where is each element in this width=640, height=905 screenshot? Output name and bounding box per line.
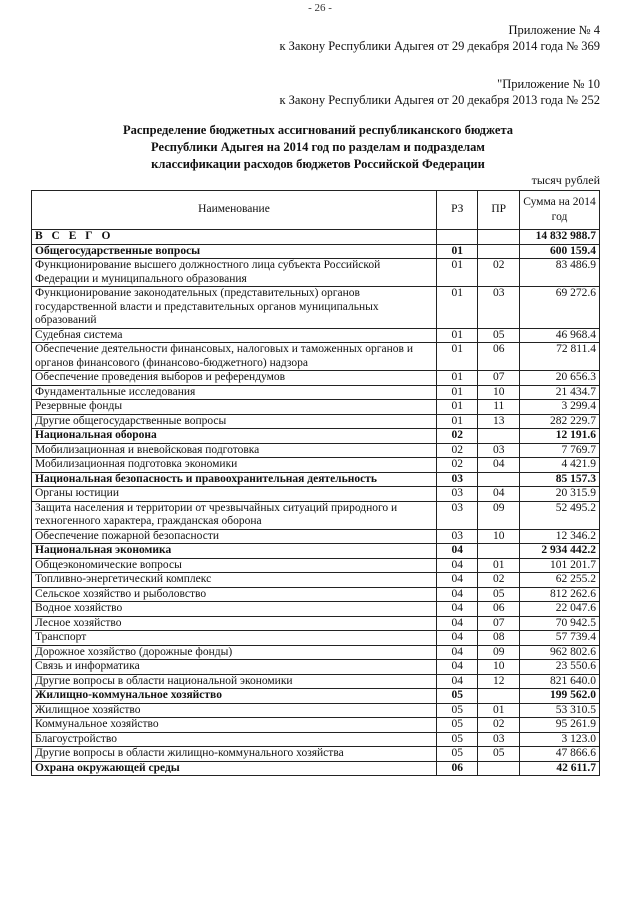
row-pr-cell: 06 [478,602,520,617]
table-row [32,587,600,602]
header-sum: Сумма на 2014 год [519,191,599,230]
row-rz-cell [436,230,478,245]
row-sum-cell: 101 201.7 [519,558,599,573]
row-name-cell: Другие общегосударственные вопросы [32,414,437,429]
row-name-cell: Национальная безопасность и правоохранительная деятельность [32,472,437,487]
table-row [32,458,600,473]
row-sum-cell: 3 123.0 [519,732,599,747]
row-sum-cell: 62 255.2 [519,573,599,588]
row-sum-cell: 7 769.7 [519,443,599,458]
row-sum-cell: 3 299.4 [519,400,599,415]
row-pr-cell: 01 [478,703,520,718]
table-row [32,429,600,444]
row-rz-cell: 04 [436,631,478,646]
row-rz-cell: 01 [436,400,478,415]
table-row [32,645,600,660]
table-row [32,287,600,329]
row-name-cell: Благоустройство [32,732,437,747]
table-row [32,602,600,617]
table-row [32,501,600,529]
header-name: Наименование [32,191,437,230]
table-row [32,472,600,487]
budget-table [31,190,600,776]
row-rz-cell: 04 [436,544,478,559]
row-pr-cell: 03 [478,443,520,458]
row-pr-cell [478,689,520,704]
row-sum-cell: 72 811.4 [519,343,599,371]
row-rz-cell: 04 [436,645,478,660]
table-row [32,244,600,259]
row-pr-cell: 10 [478,529,520,544]
row-sum-cell: 2 934 442.2 [519,544,599,559]
row-rz-cell: 03 [436,529,478,544]
annex-current-title: Приложение № 4 [508,23,600,37]
table-row [32,371,600,386]
row-pr-cell [478,429,520,444]
row-name-cell: Водное хозяйство [32,602,437,617]
row-pr-cell [478,544,520,559]
row-name-cell: Органы юстиции [32,487,437,502]
table-row [32,761,600,776]
row-pr-cell: 10 [478,385,520,400]
row-sum-cell: 600 159.4 [519,244,599,259]
row-pr-cell: 02 [478,259,520,287]
annex-current [279,22,600,54]
table-body [32,230,600,776]
table-row [32,385,600,400]
header-rz: РЗ [436,191,478,230]
row-pr-cell: 07 [478,616,520,631]
row-name-cell: Коммунальное хозяйство [32,718,437,733]
row-pr-cell: 11 [478,400,520,415]
row-rz-cell: 04 [436,616,478,631]
row-rz-cell: 04 [436,587,478,602]
annex-current-law: к Закону Республики Адыгея от 29 декабря 2014 года № 369 [279,39,600,53]
row-sum-cell: 47 866.6 [519,747,599,762]
row-sum-cell: 23 550.6 [519,660,599,675]
table-row [32,328,600,343]
row-pr-cell: 02 [478,718,520,733]
annex-original-law: к Закону Республики Адыгея от 20 декабря 2013 года № 252 [279,93,600,107]
row-sum-cell: 85 157.3 [519,472,599,487]
row-name-cell: Мобилизационная и вневойсковая подготовка [32,443,437,458]
row-rz-cell: 01 [436,287,478,329]
row-name-cell: Мобилизационная подготовка экономики [32,458,437,473]
row-sum-cell: 282 229.7 [519,414,599,429]
row-rz-cell: 03 [436,501,478,529]
row-name-cell: Обеспечение проведения выборов и референдумов [32,371,437,386]
row-rz-cell: 02 [436,429,478,444]
row-sum-cell: 52 495.2 [519,501,599,529]
row-name-cell: Общегосударственные вопросы [32,244,437,259]
row-rz-cell: 04 [436,660,478,675]
row-rz-cell: 05 [436,703,478,718]
row-sum-cell: 20 656.3 [519,371,599,386]
row-rz-cell: 03 [436,472,478,487]
title-line-1: Распределение бюджетных ассигнований республиканского бюджета [123,123,513,137]
row-name-cell: Защита населения и территории от чрезвычайных ситуаций природного и техногенного характера, гражданская оборона [32,501,437,529]
row-name-cell: Жилищно-коммунальное хозяйство [32,689,437,704]
row-pr-cell: 07 [478,371,520,386]
row-rz-cell: 01 [436,371,478,386]
row-pr-cell: 13 [478,414,520,429]
table-row [32,689,600,704]
row-name-cell: Фундаментальные исследования [32,385,437,400]
row-name-cell: Судебная система [32,328,437,343]
row-rz-cell: 01 [436,414,478,429]
row-rz-cell: 03 [436,487,478,502]
row-name-cell: Сельское хозяйство и рыболовство [32,587,437,602]
row-sum-cell: 12 191.6 [519,429,599,444]
table-row [32,660,600,675]
row-name-cell: Другие вопросы в области национальной экономики [32,674,437,689]
row-rz-cell: 04 [436,573,478,588]
row-sum-cell: 14 832 988.7 [519,230,599,245]
row-pr-cell: 02 [478,573,520,588]
annex-original-title: "Приложение № 10 [497,77,600,91]
header-pr: ПР [478,191,520,230]
title-line-3: классификации расходов бюджетов Российской Федерации [151,157,485,171]
row-name-cell: Национальная оборона [32,429,437,444]
table-row [32,703,600,718]
row-pr-cell: 10 [478,660,520,675]
row-sum-cell: 812 262.6 [519,587,599,602]
page-number: - 26 - [308,2,332,14]
row-name-cell: Лесное хозяйство [32,616,437,631]
row-pr-cell: 03 [478,732,520,747]
table-row [32,400,600,415]
row-pr-cell: 12 [478,674,520,689]
table-row [32,718,600,733]
row-pr-cell: 08 [478,631,520,646]
table-row [32,616,600,631]
row-rz-cell: 05 [436,689,478,704]
row-pr-cell [478,761,520,776]
row-sum-cell: 53 310.5 [519,703,599,718]
row-sum-cell: 42 611.7 [519,761,599,776]
row-pr-cell: 04 [478,458,520,473]
table-row [32,230,600,245]
row-sum-cell: 12 346.2 [519,529,599,544]
row-rz-cell: 02 [436,443,478,458]
row-sum-cell: 4 421.9 [519,458,599,473]
row-rz-cell: 06 [436,761,478,776]
row-sum-cell: 821 640.0 [519,674,599,689]
table-row [32,544,600,559]
row-rz-cell: 04 [436,602,478,617]
row-rz-cell: 01 [436,259,478,287]
row-sum-cell: 83 486.9 [519,259,599,287]
row-name-cell: Национальная экономика [32,544,437,559]
row-pr-cell [478,472,520,487]
row-rz-cell: 05 [436,747,478,762]
row-name-cell: Связь и информатика [32,660,437,675]
row-pr-cell: 09 [478,501,520,529]
document-title [60,122,576,173]
row-rz-cell: 01 [436,343,478,371]
row-pr-cell: 04 [478,487,520,502]
table-row [32,487,600,502]
table-row [32,674,600,689]
table-row [32,573,600,588]
row-sum-cell: 57 739.4 [519,631,599,646]
row-pr-cell [478,230,520,245]
row-name-cell: Функционирование законодательных (представительных) органов государственной власти и представительных органов муниципальных образований [32,287,437,329]
row-rz-cell: 01 [436,328,478,343]
row-sum-cell: 22 047.6 [519,602,599,617]
row-name-cell: Транспорт [32,631,437,646]
row-rz-cell: 02 [436,458,478,473]
table-row [32,732,600,747]
table-row [32,747,600,762]
row-rz-cell: 01 [436,385,478,400]
row-pr-cell: 05 [478,328,520,343]
row-sum-cell: 962 802.6 [519,645,599,660]
table-row [32,259,600,287]
row-pr-cell: 06 [478,343,520,371]
row-pr-cell: 09 [478,645,520,660]
row-sum-cell: 199 562.0 [519,689,599,704]
row-name-cell: Обеспечение пожарной безопасности [32,529,437,544]
row-name-cell: В С Е Г О [32,230,437,245]
row-rz-cell: 05 [436,718,478,733]
row-rz-cell: 04 [436,558,478,573]
table-row [32,529,600,544]
row-name-cell: Функционирование высшего должностного лица субъекта Российской Федерации и муниципального образования [32,259,437,287]
title-line-2: Республики Адыгея на 2014 год по разделам и подразделам [151,140,485,154]
row-sum-cell: 70 942.5 [519,616,599,631]
table-row [32,414,600,429]
row-pr-cell: 01 [478,558,520,573]
table-row [32,631,600,646]
row-name-cell: Обеспечение деятельности финансовых, налоговых и таможенных органов и органов финансового (финансово-бюджетного) надзора [32,343,437,371]
table-row [32,443,600,458]
row-name-cell: Общеэкономические вопросы [32,558,437,573]
row-pr-cell [478,244,520,259]
row-pr-cell: 05 [478,587,520,602]
row-name-cell: Дорожное хозяйство (дорожные фонды) [32,645,437,660]
row-sum-cell: 46 968.4 [519,328,599,343]
row-name-cell: Охрана окружающей среды [32,761,437,776]
row-rz-cell: 04 [436,674,478,689]
table-row [32,343,600,371]
row-name-cell: Топливно-энергетический комплекс [32,573,437,588]
row-sum-cell: 21 434.7 [519,385,599,400]
annex-original [279,76,600,108]
row-rz-cell: 01 [436,244,478,259]
row-name-cell: Другие вопросы в области жилищно-коммунального хозяйства [32,747,437,762]
row-sum-cell: 20 315.9 [519,487,599,502]
unit-label: тысяч рублей [531,173,600,187]
row-sum-cell: 95 261.9 [519,718,599,733]
row-rz-cell: 05 [436,732,478,747]
row-name-cell: Резервные фонды [32,400,437,415]
row-pr-cell: 03 [478,287,520,329]
row-name-cell: Жилищное хозяйство [32,703,437,718]
table-row [32,558,600,573]
table-header-row [32,191,600,230]
row-sum-cell: 69 272.6 [519,287,599,329]
row-pr-cell: 05 [478,747,520,762]
